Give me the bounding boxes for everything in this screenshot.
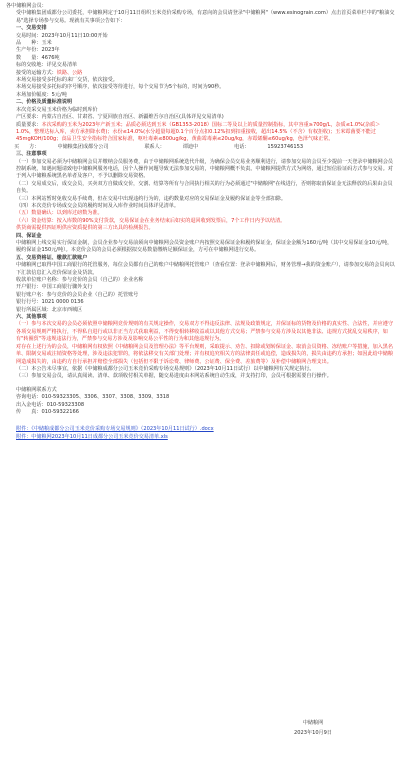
section-title-trade: 一、交易安排 xyxy=(16,25,47,32)
fax-number: 传 真：010-59322166 xyxy=(16,408,79,415)
quality-line-2: 产区要求：内蒙古自治区、甘肃省、宁夏回族自治区、新疆维吾尔自治区(具体详见交易清单) xyxy=(16,114,224,121)
buyer-name: 买 方： 中储粮集团成都分公司 xyxy=(14,143,109,150)
other-rule-1: （一）参与本次交易的会员必须依照中储粮网竞价规则的有关规定操作，交易双方不得违反法律、法规及政策规定，并保证标的货物及价格的真实性、合法性，并应遵守各项交易规则严格执行，不得私自进行或以非正当方式获取利益，不得变相转移收益或以其他方式交易；严禁参与交易方涉及以其他非法、违规方式扰乱交易秩序，如有"转圈贸"等违规违法行为，严禁参与交易方涉及及影响交易公平性的行为和其他违规行为。 xyxy=(16,321,393,343)
note-1: （一）参加交易必须为中储粮网会员并缴纳会员服务费，由于中储粮网系统迭代升级，为确保会员交易业务顺利进行，请参加交易的会员至少提前一天登录中储粮网会员控制系统，如遇问题请致电中储粮网服务电话，因个人操作问题导致无法参加交易的，中储粮网概不负责。中储粮网提供方式为网络，通过短信验证码方式参与交易。对于列入中储粮系统黑名单者及客户，不予以删除交易资格。 xyxy=(16,158,393,180)
bank-name: 开户银行：中国工商银行骤外支行 xyxy=(16,284,93,291)
signature-date: 2023年10月9日 xyxy=(294,730,332,736)
attachment-link-rules[interactable]: 附件：《中储粮成都分公司玉米竞价采购专场交易规则》（2023年10月11日试行）.docx xyxy=(16,426,214,433)
note-6: （六）资金结算：按入库数的90%支付货款，交易保证金在业务结束后如实的退回收到发票后，7个工作日内予以结清。 xyxy=(16,217,286,224)
greeting: 各中储粮网会员： xyxy=(6,3,47,9)
intro-text: 受中储粮集团成都分公司委托，中储粮网定于10月11日组织玉米竞价采购专场，有意向的会员请登录"中储粮网"（www.esinograin.com）点击首页菜单栏中的"粮油交易"选择专场参与交易。现就有关事项公告如下： xyxy=(16,10,395,24)
supplier-requirement: 供货商需提供四证明供应资质提供的第三方出具的检测报告。 xyxy=(16,225,154,232)
other-rule-2: 对存在上述行为的会员，中储粮网有权依照《中储粮网会员及管理办法》等平台规则，采取提示、劝告、扣除或划转保证金、取消会员资格、冻结账户等措施，加入黑名单、限制交易或注销资格等处理，涉及违法犯罪的，将依法移交有关部门处理；并有权追究相关方的法律责任或追偿，造成损失的，损失由违约方承担；如因此给中储粮网造成损失的，由违约方自行承担并赔偿全部损失（包括但不限于诉讼费、律师费、公证费、保全费、差旅费等）及补偿中储粮网合理支出。 xyxy=(16,343,393,365)
note-3: （三）本网站暂时免收交易手续费，但在交易中出现违约行为的，违约数量对应的交易保证金及履约保证金等全部扣除。 xyxy=(16,195,286,202)
trade-year: 2023年 xyxy=(41,47,60,54)
funds-phone: 出入金电话：010-59323308 xyxy=(16,401,85,408)
consult-phone: 咨询电话：010-59323305、3306、3307、3308、3309、3318 xyxy=(16,394,170,401)
note-5: （五）数量确认：以到库过磅数为准。 xyxy=(16,210,103,217)
deposit-text: 中储粮网上线交易实行保证金制，会员企业参与交易前须向中储粮网会员资金账户内按照交易保证金和履约保证金，保证金金额为160元/吨（其中交易保证金10元/吨，履约保证金150元/吨）。本竞价会员的会员必须根据拟交易数量缴纳足额保证金，方可在中储粮网进行交易。 xyxy=(16,240,393,254)
bank-region: 银行所属区域：北京市西城区 xyxy=(16,306,83,313)
section-title-deposit: 四、保证金 xyxy=(16,232,42,239)
buyer-info xyxy=(6,144,397,151)
bank-intro: 中储粮网已取得中国工商银行的托管服务，每位会员都有自己的账户中储粮网托管账户（查看位置：登录中储粮网后，财务管理→我的资金账户），请参加交易的会员向以下汇款信息汇入竞价保证金及货款。 xyxy=(16,262,395,276)
contact-title: 中储粮网联系方式 xyxy=(16,386,57,393)
bank-account-name: 银行账户名：参与竞价的会员企业（自己的）托管账号 xyxy=(16,291,139,298)
trade-quantity: 4676吨 xyxy=(41,54,60,61)
trade-note-1: 本场交易接受多托标的来厂交货，依次接受。 xyxy=(16,77,118,84)
quality-line-1: 本次竞采交易玉米价格为临时到库价 xyxy=(16,106,98,113)
section-title-quality: 二、价格及质量标准说明 xyxy=(16,99,73,106)
section-title-notes: 三、注意事项 xyxy=(16,151,47,158)
bank-info xyxy=(6,277,397,314)
note-4: （四）本次竞价专场成交会员的履约时间及入库作业时间具体详见清单。 xyxy=(16,202,180,209)
contact-info xyxy=(6,394,397,416)
quality-requirements: 质量要求：本次采购的玉米为2023年产新玉米；品质必须达到玉米（GB1353-2018）国标二等及以上的质量控制指标，其中容重≥700g/L，杂质≤1.0%(杂质＞1.0%，整理达标入库，卖方承担降水费)；水份≤14.0%(水分超量每超0.1个百分点扣0.12%扣到扣重接收，超出14.5%（不含）有权拒收)；玉米霉菌要不能过45mgKOH/100g；食品卫生安全指标符合国家标准，呕吐毒素≤800ug/kg，黄曲霉毒素≤20ug/kg，赤霉烯酮≤60ug/kg，色泽气味正常。 xyxy=(16,121,381,143)
signature-org: 中储粮网 xyxy=(302,720,324,726)
trade-variety: 玉米 xyxy=(41,40,52,47)
section-title-other: 六、其他事项 xyxy=(16,314,47,321)
buyer-contact: 联系人： 谭迪中 xyxy=(144,143,199,150)
buyer-tel: 电话： 15923746153 xyxy=(234,143,304,150)
other-rule-4: （三）参加交易会员，请认真阅读、清单、款项收付相关单据，随交易进度由本网站系统自动生成，并支持打印，会员可根据需要自行操作。 xyxy=(16,373,332,380)
trade-note-2: 本场交易接受多托标的序号顺序，依次接受等待进行，每个交易节为5个标的，时间为90秒。 xyxy=(16,84,225,91)
section-title-bank: 五、交易资格证、缴款汇款账户 xyxy=(16,254,88,261)
trade-time: 2023年10月11日10:00开始 xyxy=(41,32,108,39)
trade-transport: 铁路、公路 xyxy=(56,69,83,76)
trade-price-step: 5元/吨 xyxy=(51,91,67,98)
trade-delivery: 详见交易清单 xyxy=(46,62,78,69)
bank-payee: 收款单位账户名称：参与竞价的会员（自己的）企业名称 xyxy=(16,277,144,284)
other-rule-3: （二）本公告未尽事宜，依据《中储粮成都分公司玉米竞价采购专场交易规则》（2023年10月11日试行）以中储粮网有关规定执行。 xyxy=(16,365,315,372)
trade-info: 交易时间： 2023年10月11日10:00开始 品 种： 玉米 生产年份： 2023年 数 量： 4676吨 标的交收地： 详见交易清单 接受的运输方式： 铁路、公路 本场交易接受多托标的来厂交货，依次接受。 本场交易接受多托标的序号顺序，依次接受等待进行，每个交易节为5个标的，时间为90秒。 本场加价幅度： 5元/吨 xyxy=(6,33,397,100)
bank-code: 银行行号：1021 0000 0136 xyxy=(16,299,84,306)
note-2: （二）交易成交后，成交会员，买卖双方自做成交价，交割、结算等所有与合同执行相关的行为必须通过"中储粮网"在线进行，否则将取消保证金无法释放的后果由会员自负。 xyxy=(16,180,393,195)
attachments xyxy=(6,426,397,441)
attachment-link-list[interactable]: 附件：中储粮网2023年10月11日成都分公司玉米竞价交易清单.xls xyxy=(16,433,168,440)
